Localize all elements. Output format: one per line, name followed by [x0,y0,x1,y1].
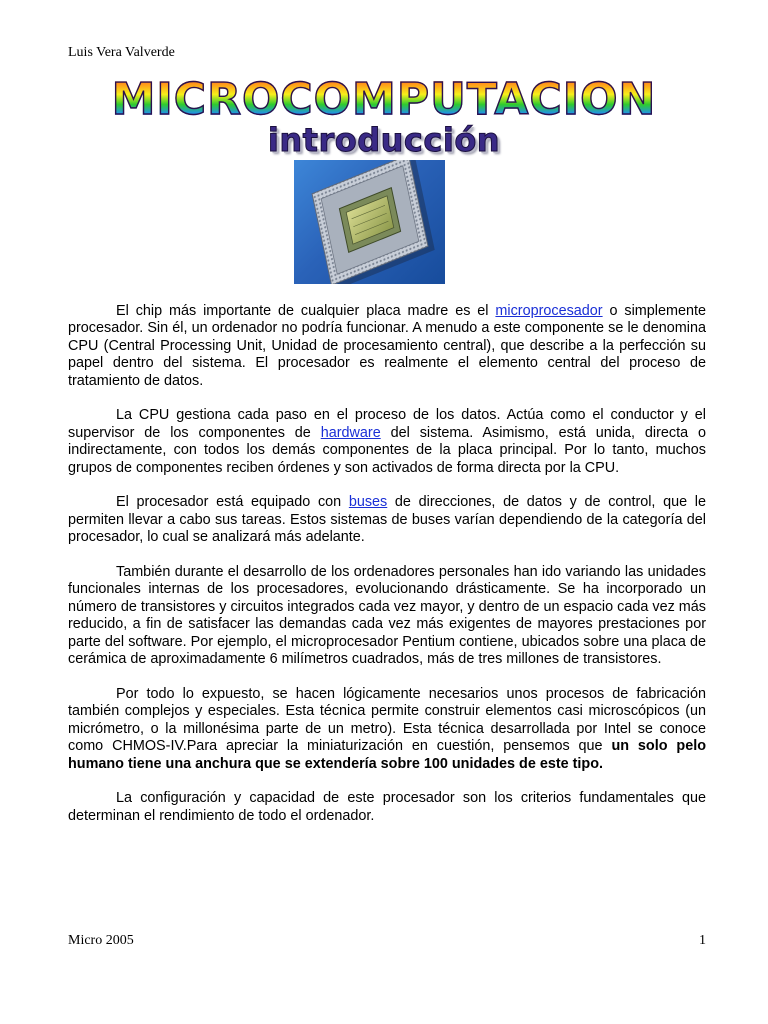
paragraph-text: del sistema. Asimismo, está unida, directa o indirectamente, con todos los demás componentes de la placa principal. Por lo tanto, muchos grupos de componentes reciben órdenes y son activados de forma directa por la CPU. [68,424,706,476]
paragraph-text: de direcciones, de datos y de control, que le permiten llevar a cabo sus tareas. Estos sistemas de buses varían dependiendo de la categoría del procesador, lo cual se analizará más adelante. [68,494,707,546]
paragraph-text: o simplemente procesador. Sin él, un ordenador no podría funcionar. A menudo a este componente se le denomina CPU (Central Processing Unit, Unidad de procesamiento central), que describe a la perfección su papel dentro del sistema. El procesador es realmente el elemento central del proceso de tratamiento de datos. [68,303,706,389]
link-hardware[interactable]: hardware [320,424,381,441]
document-title: MICROCOMPUTACION [0,72,768,128]
paragraph-2 [68,407,706,477]
document-body [68,303,706,843]
link-buses[interactable]: buses [348,494,388,511]
paragraph-5 [68,686,706,773]
paragraph-bold-text: un solo pelo humano tiene una anchura que se extendería sobre 100 unidades de este tipo. [68,738,706,772]
paragraph-text: La CPU gestiona cada paso en el proceso de los datos. Actúa como el conductor y el supervisor de los componentes de [68,407,706,441]
paragraph-4: También durante el desarrollo de los ordenadores personales han ido variando las unidades funcionales internas de los procesadores, evolucionando drásticamente. Se ha incorporado un número de transistores y circuitos integrados cada vez mayor, y dentro de un espacio cada vez más reducido, a fin de satisfacer las demandas cada vez más exigentes de mayores prestaciones por parte del software. Por ejemplo, el microprocesador Pentium contiene, ubicados sobre una placa de cerámica de aproximadamente 6 milímetros cuadrados, más de tres millones de transistores. [68,564,706,668]
paragraph-3 [68,494,706,546]
chip-illustration [294,160,445,284]
page-number: 1 [699,933,706,948]
paragraph-1 [68,303,706,390]
footer-label: Micro 2005 [68,933,134,948]
paragraph-6: La configuración y capacidad de este procesador son los criterios fundamentales que determinan el rendimiento de todo el ordenador. [68,790,706,824]
paragraph-text: El procesador está equipado con [116,494,349,511]
paragraph-text: El chip más importante de cualquier placa madre es el [116,303,496,319]
paragraph-text: Por todo lo expuesto, se hacen lógicamente necesarios unos procesos de fabricación también complejos y especiales. Esta técnica permite construir elementos casi microscópicos (un micrómetro, o la millonésima parte de un metro). Esta técnica desarrollada por Intel se conoce como CHMOS-IV.Para apreciar la miniaturización en cuestión, pensemos que [68,685,706,755]
link-microprocesador[interactable]: microprocesador [495,303,603,319]
page-header-author: Luis Vera Valverde [68,45,175,60]
document-subtitle: introducción [267,121,501,159]
processor-chip-image [294,160,445,284]
